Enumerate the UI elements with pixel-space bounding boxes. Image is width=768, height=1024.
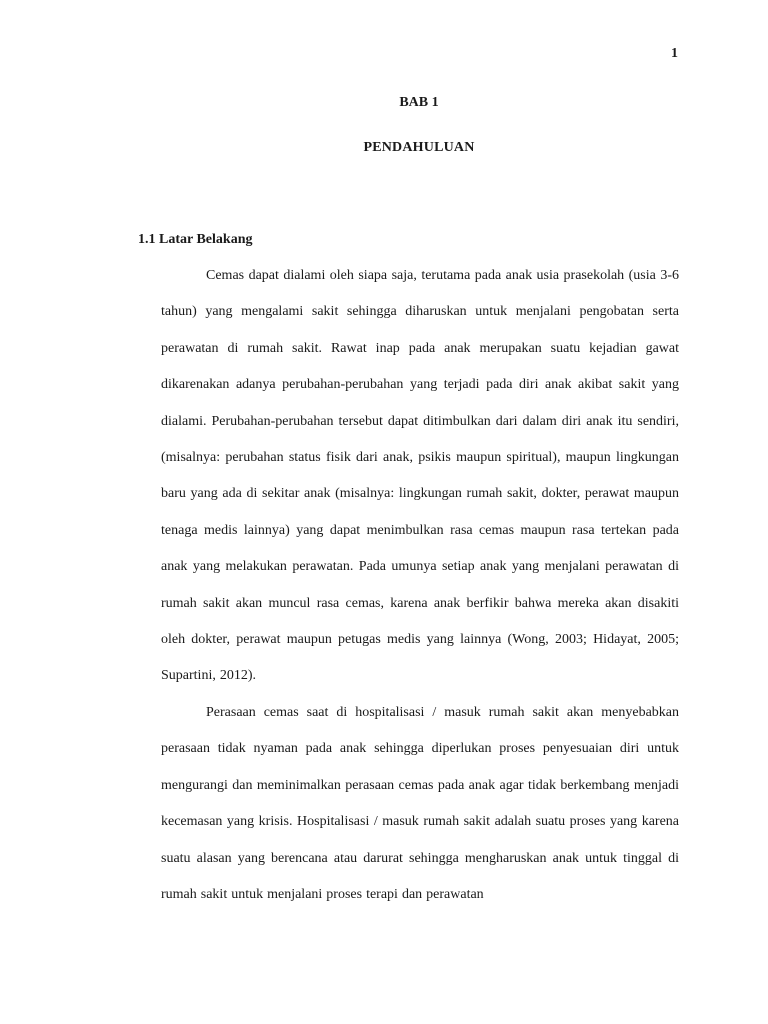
section-heading: 1.1 Latar Belakang xyxy=(138,232,253,247)
body-text xyxy=(161,258,679,913)
chapter-title: PENDAHULUAN xyxy=(363,140,475,155)
chapter-label: BAB 1 xyxy=(399,95,439,110)
paragraph: Perasaan cemas saat di hospitalisasi / masuk rumah sakit akan menyebabkan perasaan tidak nyaman pada anak sehingga diperlukan proses penyesuaian diri untuk mengurangi dan meminimalkan perasaan cemas pada anak agar tidak berkembang menjadi kecemasan yang krisis. Hospitalisasi / masuk rumah sakit adalah suatu proses yang karena suatu alasan yang berencana atau darurat sehingga mengharuskan anak untuk tinggal di rumah sakit untuk menjalani proses terapi dan perawatan xyxy=(161,704,679,902)
paragraph: Cemas dapat dialami oleh siapa saja, terutama pada anak usia prasekolah (usia 3-6 tahun) yang mengalami sakit sehingga diharuskan untuk menjalani pengobatan serta perawatan di rumah sakit. Rawat inap pada anak merupakan suatu kejadian gawat dikarenakan adanya perubahan-perubahan yang terjadi pada diri anak akibat sakit yang dialami. Perubahan-perubahan tersebut dapat ditimbulkan dari dalam diri anak itu sendiri, (misalnya: perubahan status fisik dari anak, psikis maupun spiritual), maupun lingkungan baru yang ada di sekitar anak (misalnya: lingkungan rumah sakit, dokter, perawat maupun tenaga medis lainnya) yang dapat menimbulkan rasa cemas maupun rasa tertekan pada anak yang melakukan perawatan. Pada umunya setiap anak yang menjalani perawatan di rumah sakit akan muncul rasa cemas, karena anak berfikir bahwa mereka akan disakiti oleh dokter, perawat maupun petugas medis yang lainnya (Wong, 2003; Hidayat, 2005; Supartini, 2012). xyxy=(161,268,679,684)
page-number: 1 xyxy=(671,46,678,61)
